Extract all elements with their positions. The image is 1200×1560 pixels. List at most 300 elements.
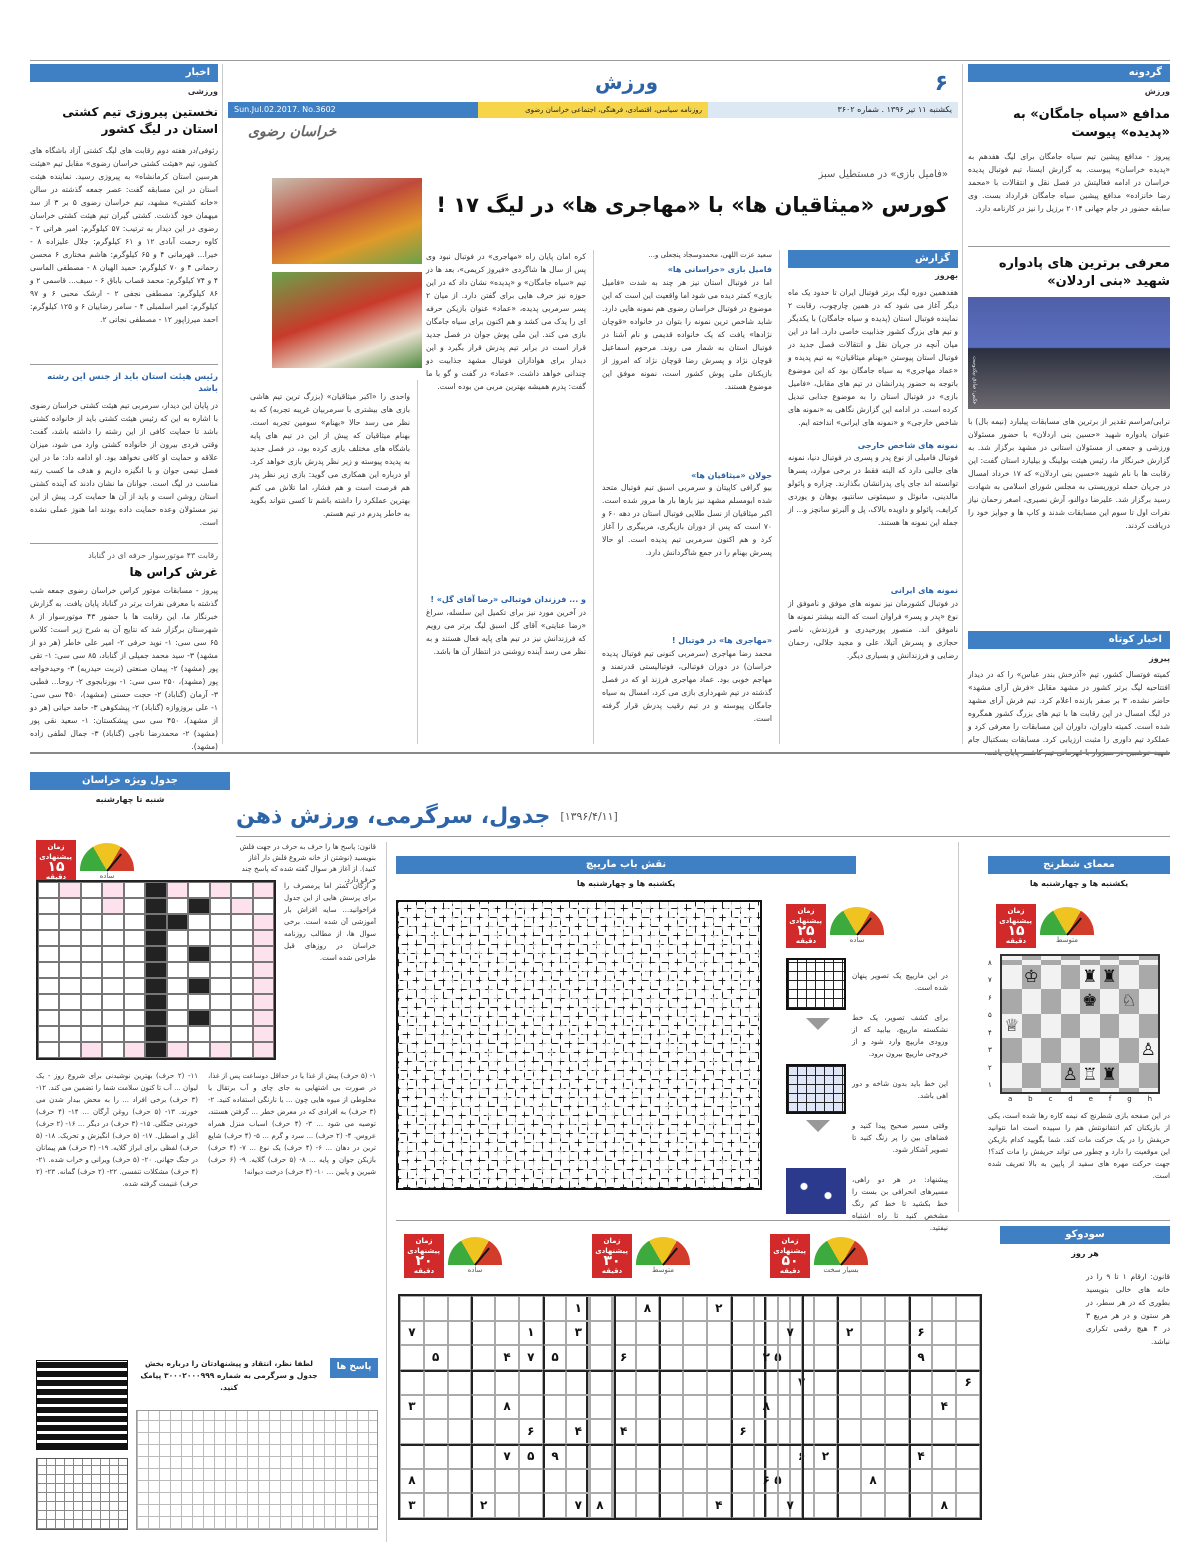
crossword-cell[interactable] <box>231 930 252 946</box>
crossword-cell[interactable] <box>38 978 59 994</box>
sudoku-cell[interactable] <box>683 1395 707 1420</box>
sudoku-cell[interactable] <box>424 1370 448 1395</box>
sudoku-cell[interactable]: ۷ <box>778 1321 802 1346</box>
crossword-cell[interactable] <box>59 914 80 930</box>
crossword-cell[interactable] <box>145 1026 166 1042</box>
sudoku-cell[interactable] <box>754 1321 778 1346</box>
crossword-cell[interactable] <box>188 914 209 930</box>
crossword-cell[interactable] <box>38 1026 59 1042</box>
sudoku-cell[interactable]: ۶ <box>909 1321 933 1346</box>
crossword-cell[interactable] <box>210 1042 231 1058</box>
sudoku-cell[interactable] <box>659 1444 683 1469</box>
sudoku-cell[interactable] <box>424 1321 448 1346</box>
crossword-cell[interactable] <box>38 914 59 930</box>
sudoku-cell[interactable] <box>636 1493 660 1518</box>
sudoku-cell[interactable] <box>659 1469 683 1494</box>
chess-square[interactable] <box>1080 1038 1100 1063</box>
crossword-cell[interactable] <box>253 1010 274 1026</box>
sudoku-cell[interactable]: ۳ <box>566 1321 590 1346</box>
chess-square[interactable] <box>1002 1038 1022 1063</box>
crossword-cell[interactable] <box>210 962 231 978</box>
sudoku-cell[interactable] <box>707 1345 731 1370</box>
chess-square[interactable] <box>1080 965 1100 990</box>
sudoku-cell[interactable] <box>448 1370 472 1395</box>
sudoku-cell[interactable] <box>731 1321 755 1346</box>
sudoku-cell[interactable] <box>448 1419 472 1444</box>
sudoku-cell[interactable] <box>932 1296 956 1321</box>
sudoku-cell[interactable] <box>885 1493 909 1518</box>
sudoku-cell[interactable]: ۶ <box>612 1345 636 1370</box>
crossword-cell[interactable] <box>167 1026 188 1042</box>
sudoku-cell[interactable]: ۷ <box>778 1493 802 1518</box>
sudoku-cell[interactable] <box>885 1444 909 1469</box>
crossword-cell[interactable] <box>124 946 145 962</box>
sudoku-cell[interactable] <box>754 1296 778 1321</box>
sudoku-cell[interactable] <box>543 1395 567 1420</box>
sudoku-cell[interactable]: ۶ <box>731 1419 755 1444</box>
crossword-cell[interactable] <box>102 882 123 898</box>
sudoku-cell[interactable]: ۸ <box>636 1296 660 1321</box>
crossword-cell[interactable] <box>38 882 59 898</box>
sudoku-cell[interactable] <box>471 1469 495 1494</box>
crossword-cell[interactable] <box>210 914 231 930</box>
chess-square[interactable] <box>1080 1088 1100 1092</box>
sudoku-cell[interactable]: ۷ <box>790 1370 814 1395</box>
sudoku-cell[interactable] <box>837 1296 861 1321</box>
chess-square[interactable] <box>1080 989 1100 1014</box>
sudoku-cell[interactable] <box>707 1419 731 1444</box>
sudoku-cell[interactable]: ۵ <box>424 1345 448 1370</box>
chess-square[interactable] <box>1100 1063 1120 1088</box>
crossword-cell[interactable] <box>188 882 209 898</box>
sudoku-cell[interactable] <box>519 1469 543 1494</box>
crossword-cell[interactable] <box>124 962 145 978</box>
sudoku-cell[interactable] <box>471 1419 495 1444</box>
sudoku-cell[interactable] <box>424 1395 448 1420</box>
sudoku-cell[interactable] <box>659 1370 683 1395</box>
crossword-cell[interactable] <box>59 978 80 994</box>
sudoku-cell[interactable] <box>471 1296 495 1321</box>
sudoku-cell[interactable] <box>814 1395 838 1420</box>
crossword-cell[interactable] <box>167 930 188 946</box>
sudoku-cell[interactable] <box>909 1469 933 1494</box>
crossword-cell[interactable] <box>145 930 166 946</box>
crossword-cell[interactable] <box>124 978 145 994</box>
sudoku-cell[interactable]: ۲ <box>837 1321 861 1346</box>
sudoku-cell[interactable] <box>731 1345 755 1370</box>
crossword-cell[interactable] <box>253 898 274 914</box>
crossword-cell[interactable] <box>167 1010 188 1026</box>
sudoku-cell[interactable] <box>495 1419 519 1444</box>
crossword-cell[interactable] <box>59 898 80 914</box>
sudoku-cell[interactable]: ۵ <box>543 1345 567 1370</box>
sudoku-cell[interactable] <box>837 1419 861 1444</box>
crossword-cell[interactable] <box>167 914 188 930</box>
chess-square[interactable] <box>1100 1038 1120 1063</box>
sudoku-cell[interactable] <box>590 1395 614 1420</box>
sudoku-cell[interactable]: ۷ <box>495 1444 519 1469</box>
crossword-cell[interactable] <box>253 994 274 1010</box>
sudoku-cell[interactable] <box>448 1493 472 1518</box>
crossword-cell[interactable] <box>188 1042 209 1058</box>
sudoku-cell[interactable] <box>956 1419 980 1444</box>
sudoku-cell[interactable] <box>956 1296 980 1321</box>
sudoku-cell[interactable]: ۵ <box>766 1469 790 1494</box>
sudoku-cell[interactable] <box>566 1395 590 1420</box>
sudoku-cell[interactable] <box>707 1469 731 1494</box>
crossword-cell[interactable] <box>102 914 123 930</box>
chess-square[interactable] <box>1061 1038 1081 1063</box>
crossword-cell[interactable] <box>124 1010 145 1026</box>
sudoku-cell[interactable] <box>731 1469 755 1494</box>
sudoku-cell[interactable]: ۱ <box>519 1321 543 1346</box>
sudoku-cell[interactable] <box>778 1469 802 1494</box>
crossword-cell[interactable] <box>231 1010 252 1026</box>
sudoku-cell[interactable] <box>778 1296 802 1321</box>
crossword-cell[interactable] <box>210 994 231 1010</box>
sudoku-cell[interactable] <box>956 1321 980 1346</box>
sudoku-cell[interactable] <box>778 1370 802 1395</box>
sudoku-cell[interactable]: ۸ <box>754 1395 778 1420</box>
crossword-cell[interactable] <box>81 962 102 978</box>
sudoku-cell[interactable] <box>590 1493 614 1518</box>
sudoku-cell[interactable] <box>683 1419 707 1444</box>
sudoku-cell[interactable] <box>837 1469 861 1494</box>
crossword-cell[interactable] <box>38 1042 59 1058</box>
sudoku-cell[interactable] <box>932 1370 956 1395</box>
sudoku-cell[interactable] <box>495 1370 519 1395</box>
chess-square[interactable] <box>1080 1063 1100 1088</box>
sudoku-cell[interactable] <box>932 1321 956 1346</box>
chess-square[interactable] <box>1002 1063 1022 1088</box>
sudoku-cell[interactable] <box>837 1444 861 1469</box>
sudoku-cell[interactable] <box>543 1370 567 1395</box>
sudoku-cell[interactable] <box>519 1395 543 1420</box>
chess-square[interactable] <box>1119 989 1139 1014</box>
sudoku-cell[interactable] <box>659 1419 683 1444</box>
sudoku-cell[interactable] <box>471 1370 495 1395</box>
crossword-cell[interactable] <box>231 914 252 930</box>
sudoku-cell[interactable]: ۸ <box>932 1493 956 1518</box>
sudoku-cell[interactable] <box>400 1345 424 1370</box>
crossword-cell[interactable] <box>145 978 166 994</box>
sudoku-cell[interactable] <box>495 1296 519 1321</box>
sudoku-cell[interactable] <box>778 1345 802 1370</box>
sudoku-cell[interactable]: ۵ <box>766 1345 790 1370</box>
crossword-cell[interactable] <box>231 994 252 1010</box>
sudoku-cell[interactable]: ۳ <box>400 1395 424 1420</box>
sudoku-cell[interactable] <box>471 1321 495 1346</box>
sudoku-cell[interactable]: ۶ <box>519 1419 543 1444</box>
crossword-cell[interactable] <box>38 898 59 914</box>
sudoku-cell[interactable] <box>861 1419 885 1444</box>
sudoku-cell[interactable] <box>814 1370 838 1395</box>
chess-square[interactable] <box>1139 1014 1159 1039</box>
chess-square[interactable] <box>1002 989 1022 1014</box>
crossword-cell[interactable] <box>102 1042 123 1058</box>
chess-square[interactable] <box>1119 1063 1139 1088</box>
crossword-cell[interactable] <box>38 930 59 946</box>
chess-square[interactable] <box>1061 989 1081 1014</box>
sudoku-cell[interactable] <box>837 1370 861 1395</box>
chess-square[interactable] <box>1022 1063 1042 1088</box>
sudoku-cell[interactable] <box>909 1419 933 1444</box>
sudoku-cell[interactable]: ۶ <box>956 1370 980 1395</box>
sudoku-cell[interactable] <box>683 1370 707 1395</box>
sudoku-grid[interactable] <box>586 1294 804 1520</box>
sudoku-cell[interactable]: ۴ <box>566 1419 590 1444</box>
crossword-cell[interactable] <box>231 946 252 962</box>
crossword-cell[interactable] <box>124 898 145 914</box>
sudoku-cell[interactable] <box>754 1493 778 1518</box>
sudoku-cell[interactable]: ۳ <box>400 1493 424 1518</box>
crossword-cell[interactable] <box>124 994 145 1010</box>
chess-square[interactable] <box>1022 1014 1042 1039</box>
chess-square[interactable] <box>1002 1088 1022 1092</box>
chess-square[interactable] <box>1100 1014 1120 1039</box>
crossword-cell[interactable] <box>210 978 231 994</box>
sudoku-cell[interactable]: ۸ <box>400 1469 424 1494</box>
crossword-cell[interactable] <box>253 914 274 930</box>
sudoku-cell[interactable] <box>683 1321 707 1346</box>
sudoku-cell[interactable] <box>885 1469 909 1494</box>
sudoku-cell[interactable] <box>636 1395 660 1420</box>
sudoku-cell[interactable] <box>885 1296 909 1321</box>
sudoku-cell[interactable] <box>519 1493 543 1518</box>
sudoku-cell[interactable] <box>543 1493 567 1518</box>
sudoku-cell[interactable] <box>543 1296 567 1321</box>
crossword-cell[interactable] <box>210 882 231 898</box>
crossword-cell[interactable] <box>102 962 123 978</box>
chess-square[interactable] <box>1041 1014 1061 1039</box>
crossword-cell[interactable] <box>188 962 209 978</box>
sudoku-cell[interactable] <box>707 1395 731 1420</box>
sudoku-cell[interactable] <box>932 1469 956 1494</box>
sudoku-cell[interactable] <box>424 1469 448 1494</box>
sudoku-cell[interactable] <box>566 1345 590 1370</box>
crossword-cell[interactable] <box>81 1042 102 1058</box>
sudoku-cell[interactable]: ۲ <box>707 1296 731 1321</box>
sudoku-cell[interactable]: ۲ <box>754 1345 778 1370</box>
crossword-cell[interactable] <box>188 1026 209 1042</box>
crossword-cell[interactable] <box>231 1026 252 1042</box>
sudoku-cell[interactable] <box>424 1296 448 1321</box>
crossword-cell[interactable] <box>124 1026 145 1042</box>
sudoku-cell[interactable] <box>683 1296 707 1321</box>
sudoku-cell[interactable] <box>731 1370 755 1395</box>
crossword-cell[interactable] <box>145 914 166 930</box>
chess-square[interactable] <box>1139 1063 1159 1088</box>
sudoku-cell[interactable] <box>683 1493 707 1518</box>
crossword-cell[interactable] <box>59 1042 80 1058</box>
sudoku-cell[interactable] <box>448 1469 472 1494</box>
sudoku-cell[interactable] <box>495 1493 519 1518</box>
sudoku-cell[interactable]: ۸ <box>861 1469 885 1494</box>
sudoku-cell[interactable] <box>861 1444 885 1469</box>
sudoku-cell[interactable] <box>636 1419 660 1444</box>
chess-square[interactable] <box>1041 1088 1061 1092</box>
crossword-cell[interactable] <box>145 946 166 962</box>
sudoku-cell[interactable] <box>956 1345 980 1370</box>
sudoku-cell[interactable] <box>659 1296 683 1321</box>
sudoku-cell[interactable]: ۷ <box>566 1493 590 1518</box>
crossword-cell[interactable] <box>59 930 80 946</box>
crossword-cell[interactable] <box>38 962 59 978</box>
sudoku-cell[interactable] <box>814 1345 838 1370</box>
chess-square[interactable] <box>1139 1038 1159 1063</box>
crossword-cell[interactable] <box>124 930 145 946</box>
sudoku-cell[interactable] <box>778 1395 802 1420</box>
sudoku-cell[interactable] <box>837 1345 861 1370</box>
crossword-cell[interactable] <box>167 962 188 978</box>
crossword-cell[interactable] <box>145 898 166 914</box>
crossword-cell[interactable] <box>59 946 80 962</box>
crossword-cell[interactable] <box>231 898 252 914</box>
chess-square[interactable] <box>1041 965 1061 990</box>
chess-square[interactable] <box>1119 1038 1139 1063</box>
crossword-cell[interactable] <box>167 898 188 914</box>
chess-square[interactable] <box>1080 1014 1100 1039</box>
sudoku-cell[interactable]: ۸ <box>588 1493 612 1518</box>
sudoku-cell[interactable] <box>956 1444 980 1469</box>
crossword-cell[interactable] <box>167 882 188 898</box>
crossword-cell[interactable] <box>231 1042 252 1058</box>
sudoku-cell[interactable] <box>543 1321 567 1346</box>
sudoku-cell[interactable] <box>683 1345 707 1370</box>
sudoku-cell[interactable] <box>754 1419 778 1444</box>
crossword-cell[interactable] <box>253 1042 274 1058</box>
sudoku-cell[interactable]: ۴ <box>495 1345 519 1370</box>
sudoku-cell[interactable] <box>683 1444 707 1469</box>
sudoku-cell[interactable] <box>754 1444 778 1469</box>
crossword-cell[interactable] <box>210 1010 231 1026</box>
sudoku-cell[interactable] <box>495 1321 519 1346</box>
sudoku-cell[interactable] <box>590 1469 614 1494</box>
sudoku-cell[interactable]: ۶ <box>790 1444 814 1469</box>
crossword-cell[interactable] <box>81 914 102 930</box>
sudoku-cell[interactable] <box>885 1419 909 1444</box>
sudoku-cell[interactable] <box>448 1296 472 1321</box>
sudoku-cell[interactable] <box>932 1345 956 1370</box>
crossword-cell[interactable] <box>188 930 209 946</box>
sudoku-cell[interactable] <box>932 1419 956 1444</box>
sudoku-cell[interactable]: ۴ <box>612 1419 636 1444</box>
crossword-cell[interactable] <box>167 978 188 994</box>
sudoku-cell[interactable] <box>885 1370 909 1395</box>
chess-square[interactable] <box>1061 1088 1081 1092</box>
sudoku-cell[interactable]: ۹ <box>543 1444 567 1469</box>
chess-square[interactable] <box>1119 1014 1139 1039</box>
sudoku-cell[interactable] <box>543 1469 567 1494</box>
sudoku-cell[interactable]: ۴ <box>932 1395 956 1420</box>
chess-square[interactable] <box>1061 1063 1081 1088</box>
crossword-cell[interactable] <box>253 962 274 978</box>
crossword-cell[interactable] <box>124 914 145 930</box>
crossword-cell[interactable] <box>188 978 209 994</box>
crossword-cell[interactable] <box>38 994 59 1010</box>
crossword-cell[interactable] <box>145 1042 166 1058</box>
sudoku-cell[interactable] <box>659 1493 683 1518</box>
crossword-cell[interactable] <box>188 994 209 1010</box>
sudoku-cell[interactable] <box>885 1321 909 1346</box>
sudoku-cell[interactable] <box>909 1395 933 1420</box>
sudoku-cell[interactable] <box>566 1469 590 1494</box>
sudoku-cell[interactable] <box>495 1469 519 1494</box>
chess-square[interactable] <box>1139 965 1159 990</box>
sudoku-cell[interactable] <box>778 1444 802 1469</box>
sudoku-cell[interactable] <box>707 1444 731 1469</box>
sudoku-cell[interactable] <box>448 1321 472 1346</box>
chess-square[interactable] <box>1100 965 1120 990</box>
sudoku-cell[interactable] <box>861 1395 885 1420</box>
crossword-cell[interactable] <box>81 930 102 946</box>
sudoku-cell[interactable] <box>424 1419 448 1444</box>
crossword-cell[interactable] <box>124 882 145 898</box>
sudoku-cell[interactable]: ۱ <box>566 1296 590 1321</box>
sudoku-cell[interactable] <box>956 1469 980 1494</box>
crossword-grid[interactable] <box>36 880 276 1060</box>
sudoku-cell[interactable] <box>731 1444 755 1469</box>
sudoku-cell[interactable] <box>837 1395 861 1420</box>
sudoku-cell[interactable] <box>814 1296 838 1321</box>
crossword-cell[interactable] <box>59 1026 80 1042</box>
sudoku-cell[interactable] <box>590 1370 614 1395</box>
crossword-cell[interactable] <box>145 994 166 1010</box>
crossword-cell[interactable] <box>102 898 123 914</box>
crossword-cell[interactable] <box>210 946 231 962</box>
sudoku-cell[interactable] <box>636 1444 660 1469</box>
sudoku-cell[interactable] <box>956 1493 980 1518</box>
sudoku-cell[interactable]: ۹ <box>909 1345 933 1370</box>
crossword-cell[interactable] <box>231 882 252 898</box>
sudoku-cell[interactable] <box>400 1444 424 1469</box>
sudoku-cell[interactable] <box>471 1345 495 1370</box>
sudoku-cell[interactable] <box>566 1370 590 1395</box>
crossword-cell[interactable] <box>210 1026 231 1042</box>
sudoku-cell[interactable] <box>861 1493 885 1518</box>
sudoku-cell[interactable] <box>590 1444 614 1469</box>
crossword-cell[interactable] <box>59 962 80 978</box>
sudoku-cell[interactable]: ۶ <box>754 1469 778 1494</box>
crossword-cell[interactable] <box>38 1010 59 1026</box>
crossword-cell[interactable] <box>59 882 80 898</box>
crossword-cell[interactable] <box>231 962 252 978</box>
chess-square[interactable] <box>1041 1063 1061 1088</box>
sudoku-grid[interactable] <box>398 1294 616 1520</box>
crossword-cell[interactable] <box>253 946 274 962</box>
crossword-cell[interactable] <box>81 946 102 962</box>
sudoku-cell[interactable] <box>519 1296 543 1321</box>
crossword-cell[interactable] <box>81 994 102 1010</box>
sudoku-cell[interactable] <box>731 1395 755 1420</box>
sudoku-cell[interactable]: ۷ <box>400 1321 424 1346</box>
sudoku-cell[interactable] <box>754 1370 778 1395</box>
crossword-cell[interactable] <box>167 994 188 1010</box>
sudoku-cell[interactable] <box>837 1493 861 1518</box>
crossword-cell[interactable] <box>81 898 102 914</box>
sudoku-cell[interactable] <box>861 1296 885 1321</box>
crossword-cell[interactable] <box>81 1010 102 1026</box>
sudoku-cell[interactable]: ۵ <box>519 1444 543 1469</box>
maze-grid[interactable] <box>396 900 762 1190</box>
chess-square[interactable] <box>1041 1038 1061 1063</box>
crossword-cell[interactable] <box>167 946 188 962</box>
crossword-cell[interactable] <box>59 1010 80 1026</box>
sudoku-cell[interactable] <box>636 1469 660 1494</box>
sudoku-cell[interactable] <box>566 1444 590 1469</box>
crossword-cell[interactable] <box>102 1010 123 1026</box>
crossword-cell[interactable] <box>210 930 231 946</box>
